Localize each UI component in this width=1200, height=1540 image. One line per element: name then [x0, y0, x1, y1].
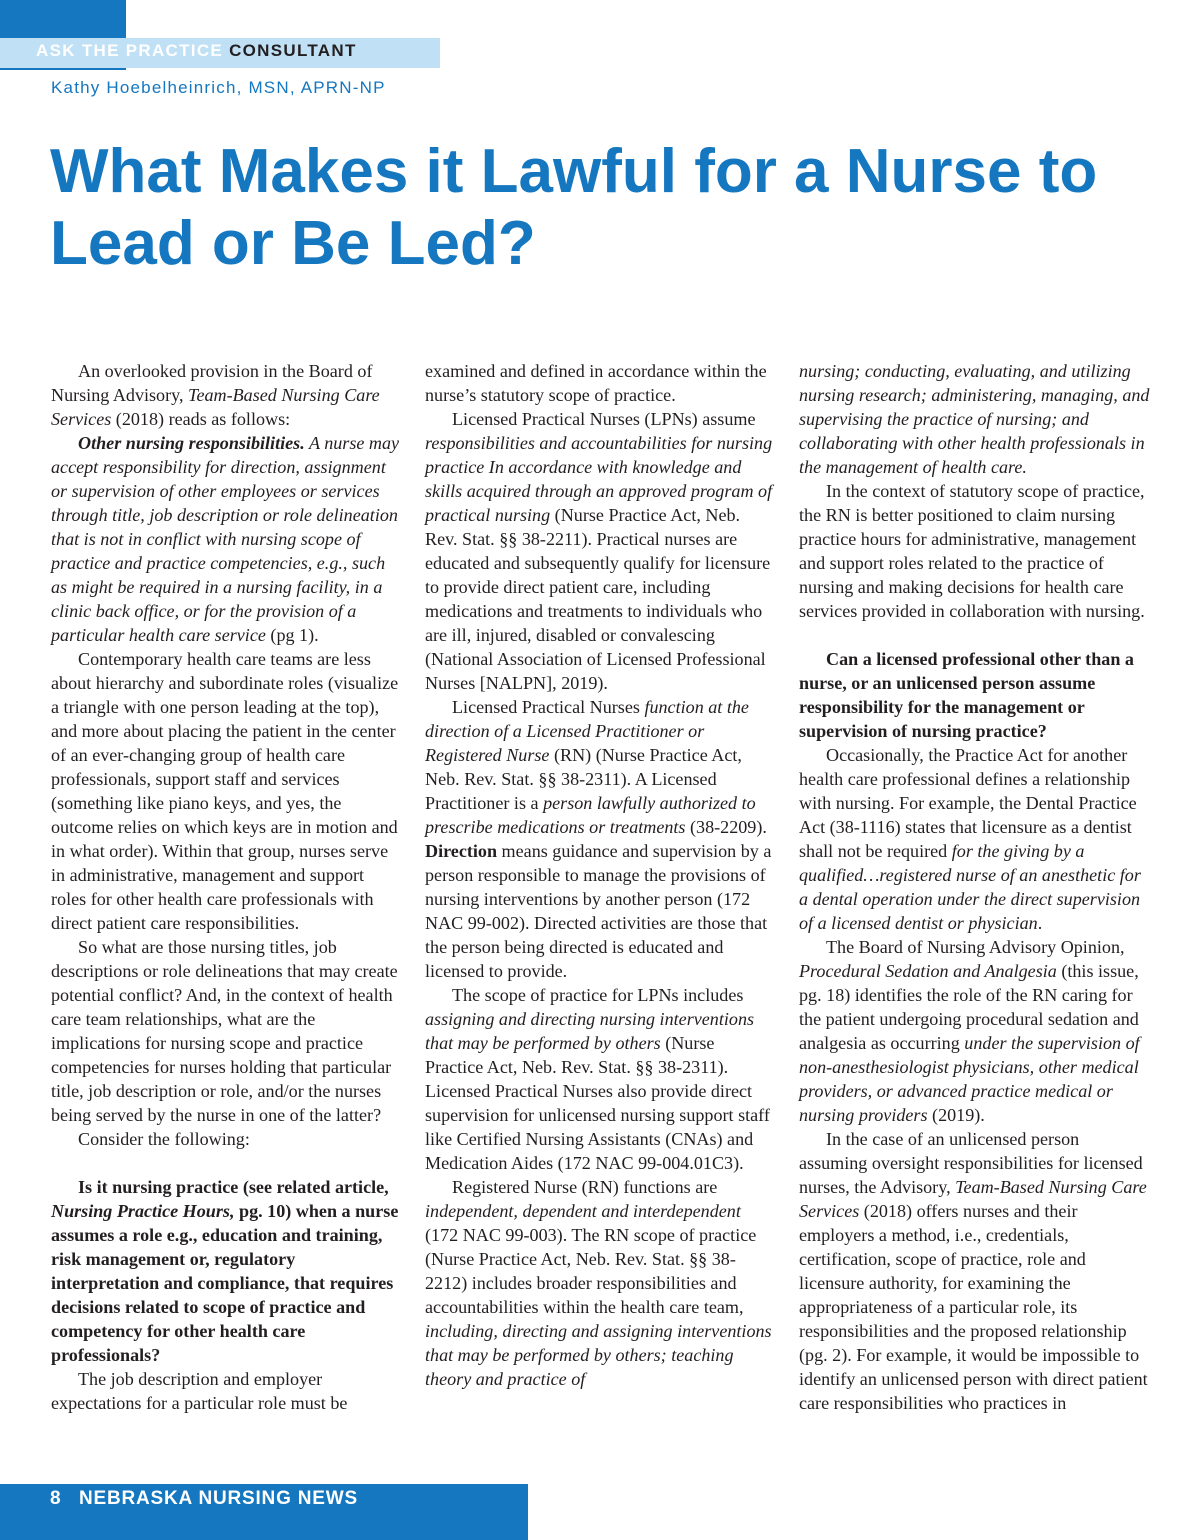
question-heading: Is it nursing practice (see related article, Nursing Practice Hours, pg. 10) when a nurse assumes a role e.g., education and training, risk management or, regulatory interpretation and compliance, that requires decisions related to scope of practice and competency for other health care professionals? [51, 1177, 399, 1365]
paragraph: nursing; conducting, evaluating, and utilizing nursing research; administering, managing, and supervising the practice of nursing; and collaborating with other health professionals in the management of health care. [799, 361, 1150, 477]
paragraph: An overlooked provision in the Board of Nursing Advisory, Team-Based Nursing Care Services (2018) reads as follows: [51, 361, 380, 429]
author-byline: Kathy Hoebelheinrich, MSN, APRN-NP [51, 78, 386, 97]
section-header-bar [0, 38, 440, 68]
paragraph: The Board of Nursing Advisory Opinion, Procedural Sedation and Analgesia (this issue, pg. 18) identifies the role of the RN caring for the patient undergoing procedural sedation and analgesia as occurring under the supervision of non-anesthesiologist physicians, other medical providers, or advanced practice medical or nursing providers (2019). [799, 937, 1140, 1125]
text-column-3 [799, 359, 1151, 1415]
paragraph: In the context of statutory scope of practice, the RN is better positioned to claim nursing practice hours for administrative, management and support roles related to the practice of nursing and making decisions for health care services provided in collaboration with nursing. [799, 481, 1145, 621]
paragraph: In the case of an unlicensed person assuming oversight responsibilities for licensed nurses, the Advisory, Team-Based Nursing Care Services (2018) offers nurses and their employers a method, i.e., credentials, certification, scope of practice, role and licensure authority, for examining the appropriateness of a particular role, its responsibilities and the proposed relationship (pg. 2). For example, it would be impossible to identify an unlicensed person with direct patient care responsibilities who practices in [799, 1129, 1148, 1413]
question-heading: Can a licensed professional other than a nurse, or an unlicensed person assume responsibility for the management or supervision of nursing practice? [799, 649, 1134, 741]
paragraph: So what are those nursing titles, job descriptions or role delineations that may create potential conflict? And, in the context of health care team relationships, what are the implications for nursing scope and practice competencies for nurses holding that particular title, job description or role, and/or the nurses being served by the nurse in one of the latter? [51, 937, 398, 1125]
text-column-2 [425, 359, 777, 1391]
paragraph: Occasionally, the Practice Act for another health care professional defines a relationship with nursing. For example, the Dental Practice Act (38-1116) states that licensure as a dentist shall not be required for the giving by a qualified…registered nurse of an anesthetic for a dental operation under the direct supervision of a licensed dentist or physician. [799, 745, 1141, 933]
article-title: What Makes it Lawful for a Nurse to Lead or Be Led? [50, 137, 1098, 278]
section-label [36, 41, 357, 61]
paragraph: Licensed Practical Nurses function at the direction of a Licensed Practitioner or Registered Nurse (RN) (Nurse Practice Act, Neb. Rev. Stat. §§ 38-2311). A Licensed Practitioner is a person lawfully authorized to prescribe medications or treatments (38-2209). [425, 697, 767, 837]
paragraph: Direction means guidance and supervision by a person responsible to manage the provisions of nursing interventions by another person (172 NAC 99-002). Directed activities are those that the person being directed is educated and licensed to provide. [425, 841, 772, 981]
text-column-1 [51, 359, 403, 1415]
paragraph: The scope of practice for LPNs includes assigning and directing nursing interventions that may be performed by others (Nurse Practice Act, Neb. Rev. Stat. §§ 38-2311). Licensed Practical Nurses also provide direct supervision for unlicensed nursing support staff like Certified Nursing Assistants (CNAs) and Medication Aides (172 NAC 99-004.01C3). [425, 985, 770, 1173]
paragraph: examined and defined in accordance within the nurse’s statutory scope of practice. [425, 361, 767, 405]
footer-bar [0, 1484, 528, 1540]
section-label-part-2: CONSULTANT [229, 41, 357, 60]
paragraph: Registered Nurse (RN) functions are independent, dependent and interdependent (172 NAC 99-003). The RN scope of practice (Nurse Practice Act, Neb. Rev. Stat. §§ 38-2212) includes broader responsibilities and accountabilities within the health care team, including, directing and assigning interventions that may be performed by others; teaching theory and practice of [425, 1177, 772, 1389]
paragraph: Consider the following: [78, 1129, 250, 1149]
publication-name: NEBRASKA NURSING NEWS [79, 1488, 358, 1509]
section-label-part-1: ASK THE PRACTICE [36, 41, 230, 60]
paragraph: Contemporary health care teams are less about hierarchy and subordinate roles (visualize a triangle with one person leading at the top), and more about placing the patient in the center of an ever-changing group of health care professionals, support staff and services (something like piano keys, and yes, the outcome relies on which keys are in motion and in what order). Within that group, nurses serve in administrative, management and support roles for other health care professionals with direct patient care responsibilities. [51, 649, 399, 933]
paragraph: The job description and employer expectations for a particular role must be [51, 1369, 348, 1413]
quoted-provision: Other nursing responsibilities. A nurse may accept responsibility for direction, assignment or supervision of other employees or services through title, job description or role delineation that is not in conflict with nursing scope of practice and practice competencies, e.g., such as might be required in a nursing facility, in a clinic back office, or for the provision of a particular health care service (pg 1). [51, 433, 400, 645]
page-number: 8 [50, 1488, 62, 1509]
paragraph: Licensed Practical Nurses (LPNs) assume responsibilities and accountabilities for nursing practice In accordance with knowledge and skills acquired through an approved program of practical nursing (Nurse Practice Act, Neb. Rev. Stat. §§ 38-2211). Practical nurses are educated and subsequently qualify for licensure to provide direct patient care, including medications and treatments to individuals who are ill, injured, disabled or convalescing (National Association of Licensed Professional Nurses [NALPN], 2019). [425, 409, 773, 693]
